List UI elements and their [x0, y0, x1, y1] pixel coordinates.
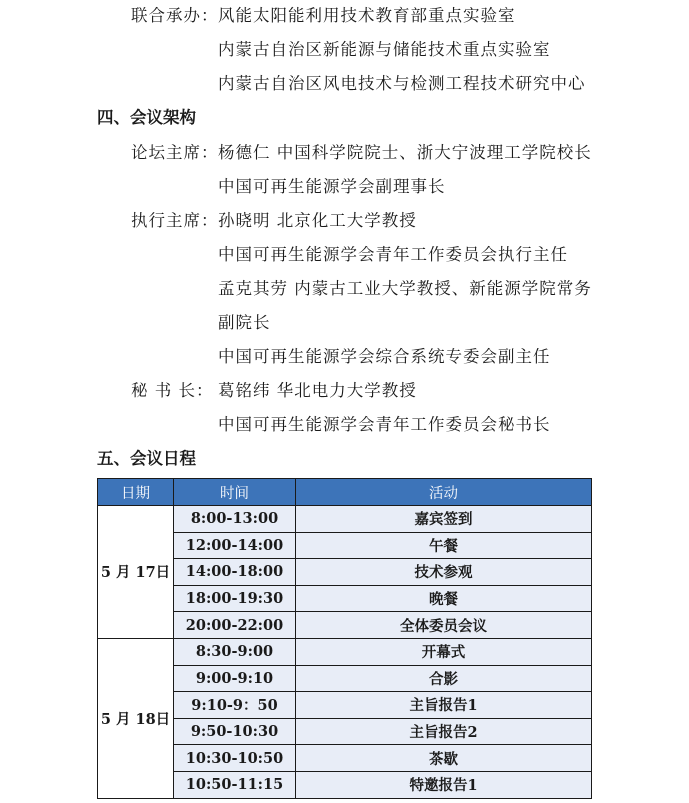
time-cell: 20:00-22:00	[174, 612, 296, 639]
exec-chair-line-1: 孙晓明 北京化工大学教授	[218, 211, 417, 230]
activity-cell: 主旨报告1	[296, 692, 592, 719]
organizer-line-1: 风能太阳能利用技术教育部重点实验室	[218, 6, 516, 25]
time-cell: 10:30-10:50	[174, 745, 296, 772]
activity-cell: 开幕式	[296, 638, 592, 665]
activity-cell: 午餐	[296, 532, 592, 559]
time-cell: 9:50-10:30	[174, 718, 296, 745]
table-header-row	[98, 479, 592, 506]
forum-chair-line-1: 杨德仁 中国科学院院士、浙大宁波理工学院校长	[218, 143, 592, 162]
secretary-line-1: 葛铭纬 华北电力大学教授	[218, 381, 417, 400]
exec-chair-line-2: 中国可再生能源学会青年工作委员会执行主任	[218, 245, 568, 264]
secretary-line-2: 中国可再生能源学会青年工作委员会秘书长	[218, 415, 551, 434]
exec-chair-line-3: 孟克其劳 内蒙古工业大学教授、新能源学院常务	[218, 279, 592, 298]
organizer-line-2: 内蒙古自治区新能源与储能技术重点实验室	[218, 40, 551, 59]
time-cell: 10:50-11:15	[174, 771, 296, 798]
time-cell: 8:30-9:00	[174, 638, 296, 665]
section-4-heading: 四、会议架构	[97, 108, 196, 127]
time-cell: 18:00-19:30	[174, 585, 296, 612]
time-cell: 8:00-13:00	[174, 506, 296, 533]
activity-cell: 嘉宾签到	[296, 506, 592, 533]
forum-chair-label: 论坛主席：	[131, 143, 219, 162]
table-row	[98, 638, 592, 665]
activity-cell: 特邀报告1	[296, 771, 592, 798]
activity-cell: 技术参观	[296, 559, 592, 586]
activity-cell: 主旨报告2	[296, 718, 592, 745]
forum-chair-line-2: 中国可再生能源学会副理事长	[218, 177, 446, 196]
organizers-label: 联合承办：	[131, 6, 219, 25]
time-cell: 9:00-9:10	[174, 665, 296, 692]
time-cell: 12:00-14:00	[174, 532, 296, 559]
date-cell: 5 月 18日	[98, 638, 174, 798]
activity-cell: 晚餐	[296, 585, 592, 612]
time-cell: 9:10-9：50	[174, 692, 296, 719]
exec-chair-label: 执行主席：	[131, 211, 219, 230]
table-row	[98, 506, 592, 533]
header-date: 日期	[98, 479, 174, 506]
time-cell: 14:00-18:00	[174, 559, 296, 586]
date-cell: 5 月 17日	[98, 506, 174, 639]
secretary-label: 秘 书 长：	[131, 381, 214, 400]
activity-cell: 合影	[296, 665, 592, 692]
activity-cell: 全体委员会议	[296, 612, 592, 639]
header-activity: 活动	[296, 479, 592, 506]
exec-chair-line-5: 中国可再生能源学会综合系统专委会副主任	[218, 347, 551, 366]
activity-cell: 茶歇	[296, 745, 592, 772]
header-time: 时间	[174, 479, 296, 506]
organizer-line-3: 内蒙古自治区风电技术与检测工程技术研究中心	[218, 74, 586, 93]
schedule-table	[97, 478, 592, 799]
section-5-heading: 五、会议日程	[97, 449, 196, 468]
exec-chair-line-4: 副院长	[218, 313, 271, 332]
